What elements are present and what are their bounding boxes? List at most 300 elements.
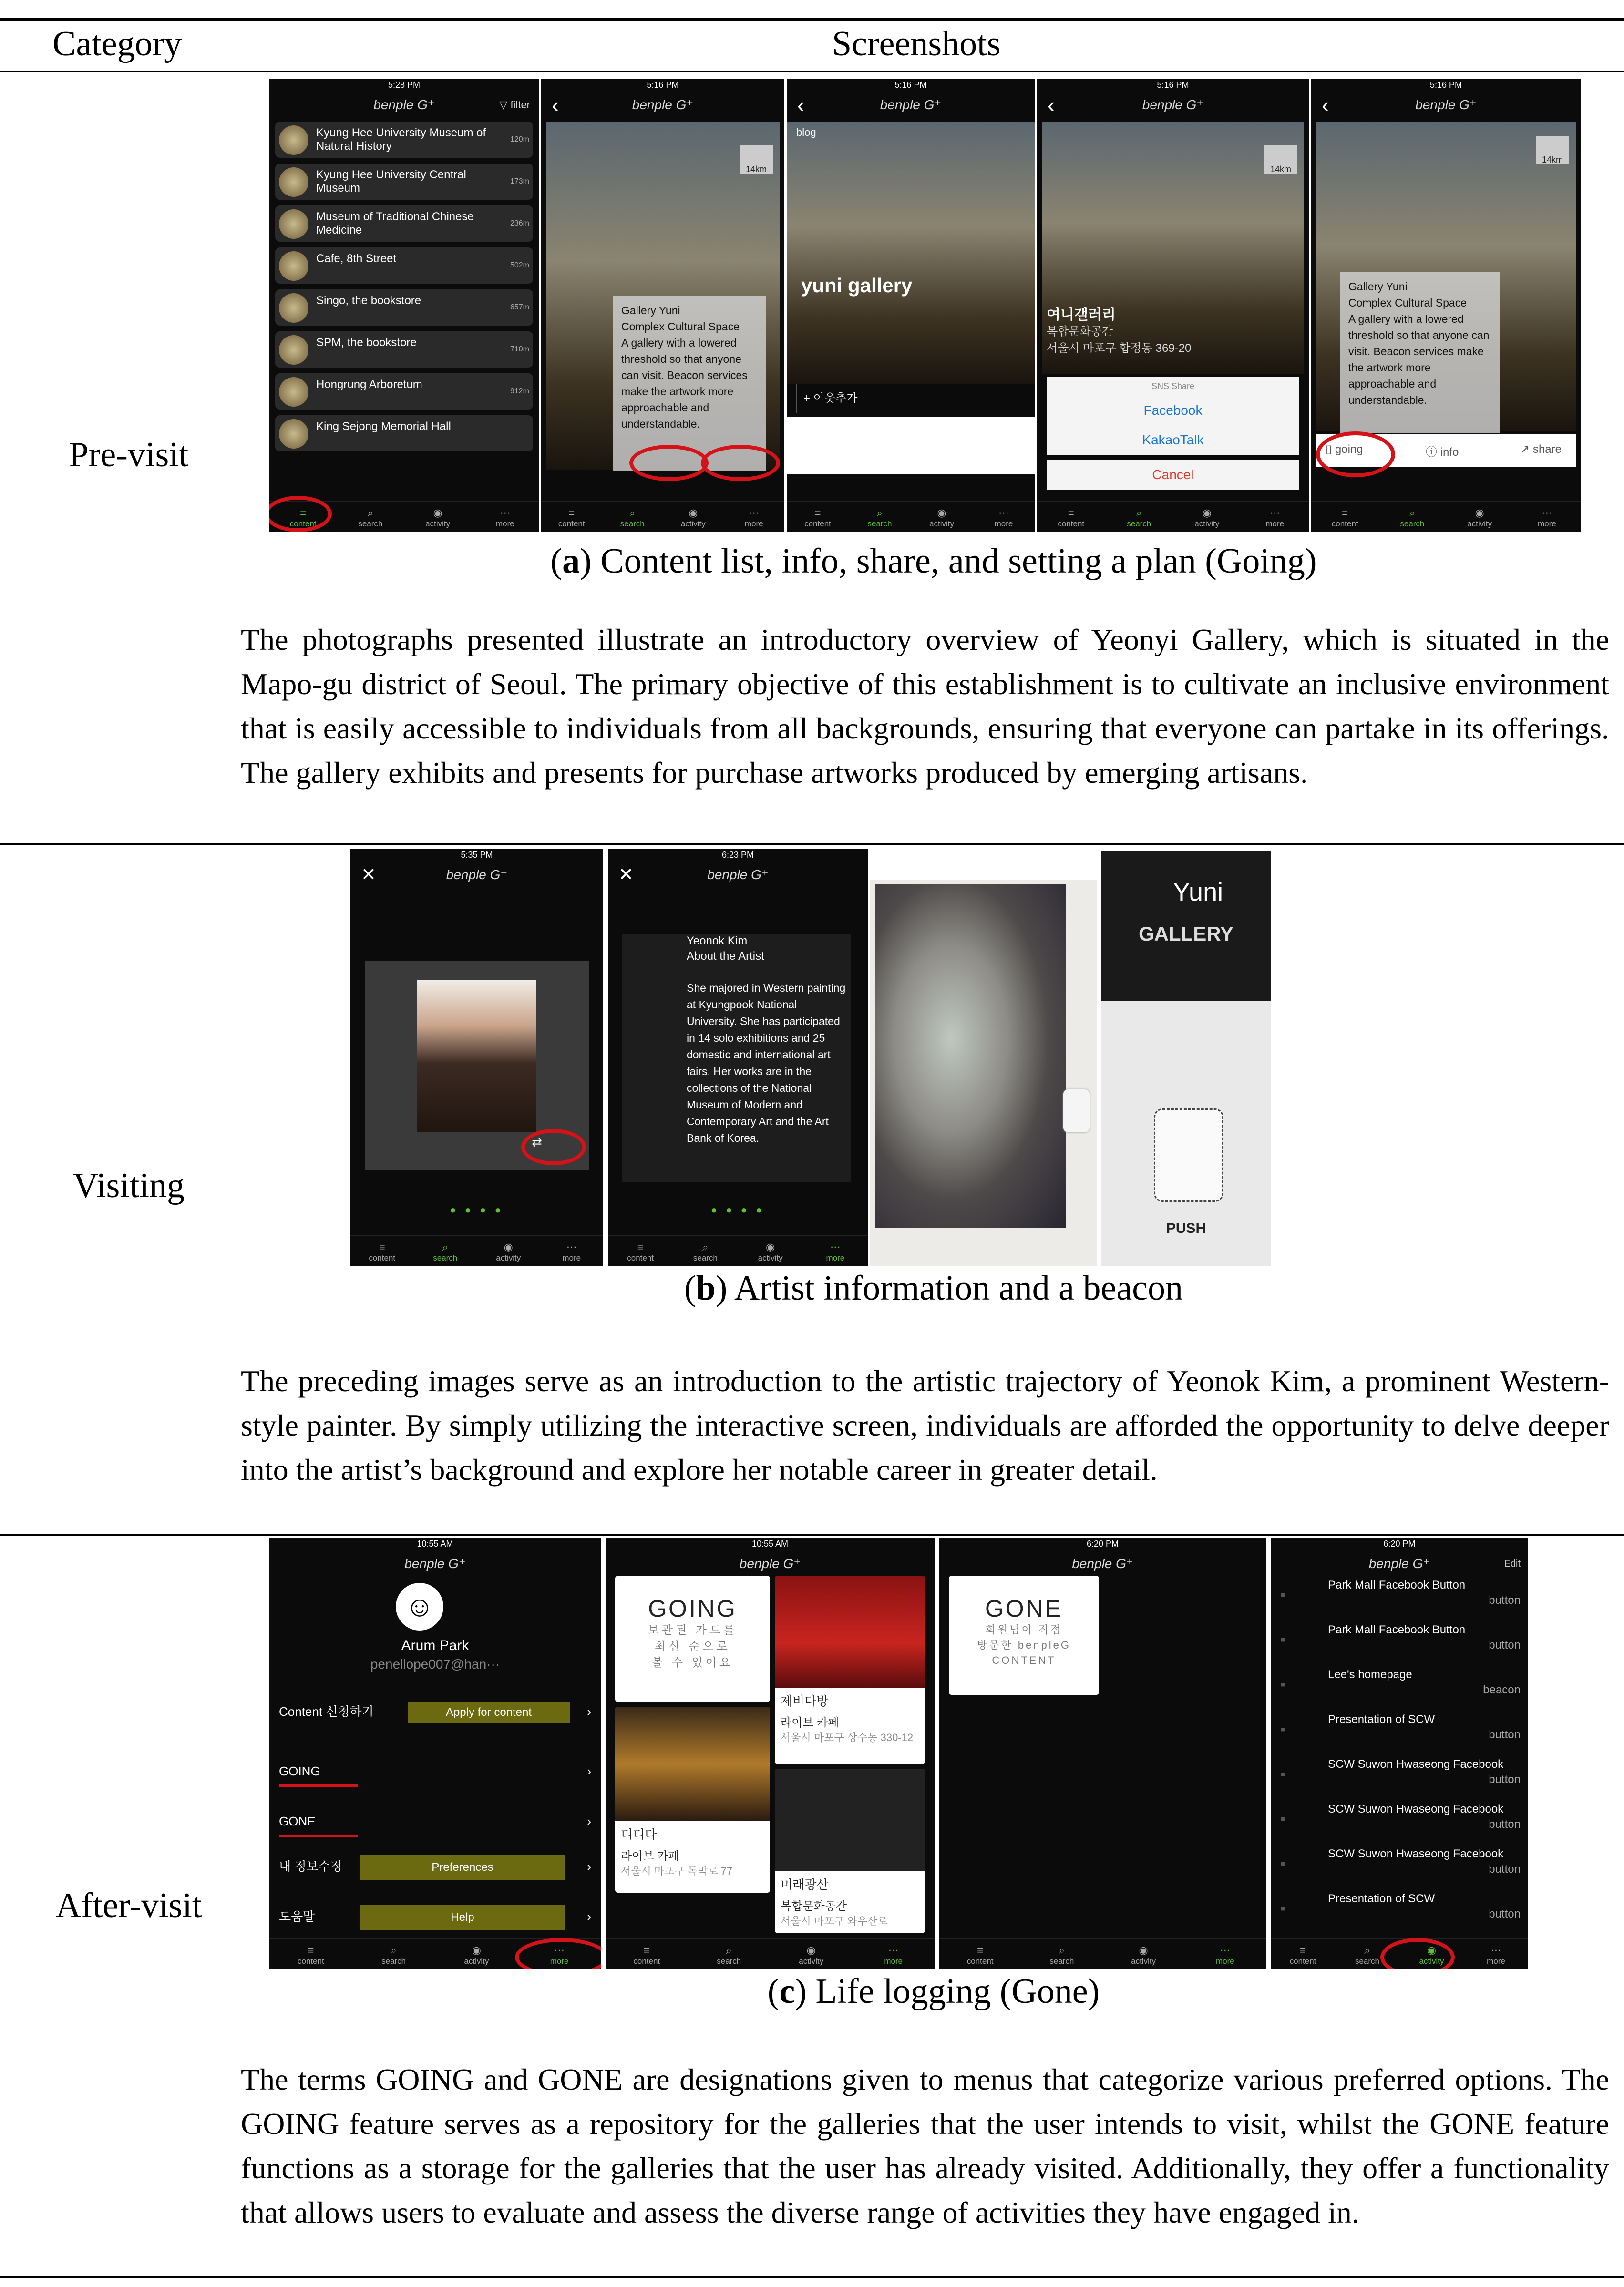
more-icon: ⋯ <box>566 1241 577 1253</box>
log-type: button <box>1489 1594 1521 1607</box>
caption-letter: c <box>779 1972 795 2011</box>
tab-content[interactable] <box>787 507 849 529</box>
column-header-category: Category <box>52 24 182 63</box>
cancel-button[interactable]: Cancel <box>1047 460 1299 490</box>
list-item[interactable] <box>275 164 533 200</box>
caption-b: (b) Artist information and a beacon <box>684 1269 1183 1308</box>
highlight-ring <box>269 496 332 532</box>
place-card[interactable] <box>615 1707 770 1893</box>
highlight-ring <box>1316 431 1395 477</box>
tab-search[interactable] <box>414 1241 477 1263</box>
status-time: 5:16 PM <box>1157 80 1189 90</box>
place-thumbnail <box>279 125 308 155</box>
tab-label: activity <box>758 1253 783 1262</box>
tab-activity[interactable] <box>435 1944 518 1966</box>
log-type: button <box>1489 1773 1521 1786</box>
tab-activity[interactable] <box>770 1944 853 1966</box>
tab-activity[interactable] <box>1446 507 1513 529</box>
tab-bar <box>939 1938 1266 1969</box>
tab-more[interactable] <box>540 1241 604 1263</box>
tab-label: search <box>433 1253 458 1262</box>
sign-gallery: GALLERY <box>1138 923 1234 945</box>
search-icon: ⌕ <box>1136 507 1142 519</box>
place-address: 서울시 마포구 독막로 77 <box>621 1865 733 1877</box>
gallery-name: 여니갤러리 <box>1047 307 1116 323</box>
tab-label: search <box>1355 1957 1380 1966</box>
kakaotalk-share-button[interactable]: KakaoTalk <box>1047 425 1299 455</box>
activity-icon: ◉ <box>1202 507 1212 519</box>
tab-label: search <box>1400 519 1425 528</box>
more-icon: ⋯ <box>749 507 760 519</box>
log-type: beacon <box>1483 1683 1521 1696</box>
search-icon: ⌕ <box>367 507 374 519</box>
distance-badge: 14km <box>1264 145 1297 174</box>
more-icon: ⋯ <box>1269 507 1280 519</box>
tab-label: content <box>1289 1957 1316 1966</box>
tab-label: activity <box>680 519 706 528</box>
tab-search[interactable] <box>1105 507 1173 529</box>
menu-label: GOING <box>279 1764 320 1778</box>
status-time: 6:20 PM <box>1383 1539 1416 1549</box>
follow-button[interactable]: + 이웃추가 <box>796 384 1025 413</box>
log-type: button <box>1489 1908 1521 1920</box>
status-time: 5:28 PM <box>388 80 421 90</box>
tab-label: search <box>620 519 645 528</box>
tab-content[interactable] <box>1037 507 1105 529</box>
tab-search[interactable] <box>1378 507 1446 529</box>
content-icon: ≡ <box>637 1241 644 1253</box>
tab-search[interactable] <box>688 1944 771 1966</box>
tab-label: content <box>1058 519 1085 528</box>
gone-subtitle: 회원님이 직접 방문한 benpleG CONTENT <box>976 1624 1071 1666</box>
app-logo: benple G⁺ <box>1142 97 1204 112</box>
tab-more[interactable] <box>724 507 785 529</box>
artwork-photo <box>870 880 1097 1266</box>
log-item[interactable] <box>1280 1889 1521 1934</box>
facebook-share-button[interactable]: Facebook <box>1047 396 1299 426</box>
app-logo: benple G⁺ <box>1415 97 1477 112</box>
caption-letter: b <box>696 1269 716 1308</box>
tab-bar <box>787 501 1035 532</box>
caption-text: ) Artist information and a beacon <box>715 1269 1183 1308</box>
place-card[interactable] <box>775 1576 925 1764</box>
going-header-card <box>615 1576 770 1702</box>
app-logo: benple G⁺ <box>1072 1556 1133 1571</box>
tab-label: content <box>1331 519 1358 528</box>
place-address: 서울시 마포구 와우산로 <box>781 1915 888 1927</box>
more-icon: ⋯ <box>1542 507 1552 519</box>
tab-content[interactable] <box>350 1241 414 1263</box>
back-icon[interactable]: ‹ <box>1048 92 1055 117</box>
tab-label: activity <box>1194 519 1220 528</box>
search-icon: ⌕ <box>702 1241 709 1253</box>
tab-activity[interactable] <box>477 1241 540 1263</box>
chevron-right-icon: › <box>587 1764 591 1778</box>
tab-label: more <box>1265 519 1285 528</box>
place-distance: 710m <box>510 345 529 353</box>
distance-badge: 14km <box>1536 136 1569 164</box>
blog-photo <box>787 122 1035 384</box>
tab-label: activity <box>1467 519 1492 528</box>
app-logo: benple G⁺ <box>880 97 942 112</box>
log-date-icon: ▪ <box>1280 1856 1285 1872</box>
place-type: 복합문화공간 <box>781 1900 847 1913</box>
log-item[interactable] <box>1280 1800 1521 1845</box>
more-icon: ⋯ <box>830 1241 841 1253</box>
tab-activity[interactable] <box>404 507 472 529</box>
tab-label: more <box>1487 1957 1505 1966</box>
log-title: SCW Suwon Hwaseong Facebook <box>1328 1803 1504 1815</box>
tab-search[interactable] <box>602 507 663 529</box>
place-distance: 120m <box>510 135 529 144</box>
tab-label: content <box>966 1957 994 1966</box>
artist-subtitle: About the Artist <box>687 950 764 963</box>
log-item[interactable] <box>1280 1710 1521 1755</box>
caption-c: (c) Life logging (Gone) <box>767 1972 1100 2011</box>
gallery-type: 복합문화공간 <box>1047 325 1113 338</box>
tab-more[interactable] <box>1513 507 1581 529</box>
tab-label: content <box>558 519 585 528</box>
log-date-icon: ▪ <box>1280 1632 1285 1648</box>
tab-content[interactable] <box>606 1944 688 1966</box>
tab-more[interactable] <box>803 1241 868 1263</box>
caption-text: ) Content list, info, share, and setting a plan (Going) <box>580 542 1317 581</box>
search-icon: ⌕ <box>876 507 883 519</box>
table-bottom-rule <box>0 2276 1624 2278</box>
tab-label: search <box>1049 1957 1074 1966</box>
log-item[interactable] <box>1280 1845 1521 1889</box>
screen-going <box>1311 79 1581 532</box>
tab-content[interactable] <box>1271 1944 1335 1966</box>
list-item[interactable] <box>275 289 533 326</box>
search-icon: ⌕ <box>391 1944 397 1956</box>
help-button[interactable]: Help <box>360 1905 565 1930</box>
tab-activity[interactable] <box>663 507 724 529</box>
preferences-button[interactable]: Preferences <box>360 1855 565 1880</box>
activity-icon: ◉ <box>937 507 946 519</box>
distance-badge: 14km <box>740 145 773 174</box>
place-name: Kyung Hee University Museum of Natural History <box>316 126 486 153</box>
menu-label: 내 정보수정 <box>279 1859 342 1874</box>
menu-gone[interactable] <box>279 1807 591 1836</box>
tab-content[interactable] <box>939 1944 1021 1966</box>
tab-search[interactable] <box>337 507 404 529</box>
gone-header-card <box>949 1576 1099 1695</box>
tab-label: activity <box>496 1253 521 1262</box>
artist-portrait <box>417 980 536 1132</box>
place-thumbnail <box>279 335 308 365</box>
content-icon: ≡ <box>379 1241 385 1253</box>
back-icon[interactable]: ‹ <box>552 92 559 117</box>
tab-bar <box>1037 501 1309 532</box>
list-item[interactable] <box>275 373 533 410</box>
beacon-photo <box>1101 851 1271 1266</box>
page-indicator: ● ● ● ● <box>710 1204 765 1216</box>
menu-going[interactable] <box>279 1757 591 1785</box>
tab-label: activity <box>799 1957 824 1966</box>
tab-more[interactable] <box>1241 507 1309 529</box>
going-underline <box>279 1784 358 1787</box>
log-date-icon: ▪ <box>1280 1811 1285 1827</box>
more-icon: ⋯ <box>1490 1944 1501 1956</box>
app-logo: benple G⁺ <box>446 867 508 882</box>
tab-label: content <box>297 1957 324 1966</box>
tab-content[interactable] <box>608 1241 673 1263</box>
tab-bar <box>606 1938 935 1969</box>
place-name: Cafe, 8th Street <box>316 252 397 265</box>
screen-blog <box>787 79 1035 532</box>
info-button[interactable]: ⓘ info <box>1426 446 1459 459</box>
blog-tag: blog <box>796 126 816 138</box>
flip-card-icon[interactable]: ⇄ <box>532 1135 542 1149</box>
search-icon: ⌕ <box>442 1241 448 1253</box>
more-icon: ⋯ <box>888 1944 899 1956</box>
tab-more[interactable] <box>853 1944 935 1966</box>
tab-search[interactable] <box>352 1944 435 1966</box>
info-overlay: Gallery Yuni Complex Cultural Space A gallery with a lowered threshold so that anyone can visit. Beacon services make the artwork more approachable and understandable. <box>613 296 766 471</box>
activity-icon: ◉ <box>504 1241 513 1253</box>
log-date-icon: ▪ <box>1280 1587 1285 1603</box>
more-icon: ⋯ <box>1220 1944 1231 1956</box>
tab-label: content <box>633 1957 660 1966</box>
app-logo: benple G⁺ <box>707 867 769 882</box>
place-name: SPM, the bookstore <box>316 336 417 349</box>
tab-label: content <box>369 1253 396 1262</box>
share-button[interactable]: ↗ share <box>1520 443 1562 456</box>
log-date-icon: ▪ <box>1280 1766 1285 1782</box>
place-name: Hongrung Arboretum <box>316 378 422 391</box>
place-distance: 657m <box>510 303 529 311</box>
place-thumbnail <box>279 251 308 281</box>
log-date-icon: ▪ <box>1280 1677 1285 1692</box>
tab-label: search <box>693 1253 718 1262</box>
search-icon: ⌕ <box>1409 507 1416 519</box>
list-item[interactable] <box>275 122 533 158</box>
place-name: Museum of Traditional Chinese Medicine <box>316 210 474 236</box>
tab-activity[interactable] <box>1103 1944 1184 1966</box>
tab-search[interactable] <box>673 1241 738 1263</box>
gone-title: GONE <box>985 1595 1063 1622</box>
log-title: Presentation of SCW <box>1328 1892 1435 1905</box>
content-icon: ≡ <box>568 507 575 519</box>
pre-visit-screenshots <box>269 79 1593 532</box>
caption-text: ) Life logging (Gone) <box>795 1972 1100 2011</box>
tab-more[interactable] <box>1464 1944 1528 1966</box>
tab-label: search <box>381 1957 406 1966</box>
list-item[interactable] <box>275 205 533 242</box>
share-sheet-title: SNS Share <box>1047 377 1299 396</box>
tab-content[interactable] <box>1311 507 1378 529</box>
screen-share <box>1037 79 1309 532</box>
activity-icon: ◉ <box>689 507 698 519</box>
list-item[interactable] <box>275 247 533 284</box>
tab-bar <box>541 501 784 532</box>
activity-icon: ◉ <box>1427 1944 1437 1956</box>
screen-gallery-info <box>541 79 784 532</box>
log-type: button <box>1489 1639 1521 1651</box>
caption-a: (a) Content list, info, share, and setting a plan (Going) <box>550 542 1317 581</box>
log-item[interactable] <box>1280 1620 1521 1665</box>
screen-artist-photo <box>350 849 603 1266</box>
highlight-ring <box>629 445 709 481</box>
log-title: Lee's homepage <box>1328 1668 1412 1681</box>
sign-name: Yuni <box>1173 878 1223 906</box>
tab-activity[interactable] <box>911 507 973 529</box>
content-icon: ≡ <box>1342 507 1348 519</box>
chevron-right-icon: › <box>587 1814 591 1828</box>
place-address: 서울시 마포구 상수동 330-12 <box>781 1732 914 1743</box>
log-item[interactable] <box>1280 1576 1521 1620</box>
back-icon[interactable]: ‹ <box>797 92 805 117</box>
user-name: Arum Park <box>401 1638 469 1653</box>
place-name: Singo, the bookstore <box>316 294 421 307</box>
close-icon[interactable]: ✕ <box>361 865 376 885</box>
place-name: 미래광산 <box>781 1877 829 1892</box>
log-title: Park Mall Facebook Button <box>1328 1623 1466 1636</box>
app-logo: benple G⁺ <box>373 97 435 112</box>
content-icon: ≡ <box>300 507 307 519</box>
search-icon: ⌕ <box>1059 1944 1065 1956</box>
user-email: penellope007@han··· <box>370 1657 500 1672</box>
push-label: PUSH <box>1166 1220 1206 1236</box>
content-icon: ≡ <box>643 1944 650 1956</box>
place-type: 라이브 카페 <box>781 1716 839 1729</box>
place-distance: 173m <box>510 177 529 185</box>
content-icon: ≡ <box>308 1944 314 1956</box>
tab-search[interactable] <box>849 507 911 529</box>
blog-text-area <box>787 417 1035 474</box>
info-label: info <box>1440 446 1459 459</box>
place-name: Kyung Hee University Central Museum <box>316 168 466 195</box>
tab-label: more <box>826 1253 845 1262</box>
place-photo <box>775 1769 925 1871</box>
tab-activity[interactable] <box>1173 507 1241 529</box>
tab-content[interactable] <box>541 507 602 529</box>
menu-label: 도움말 <box>279 1909 315 1924</box>
beacon-device <box>1063 1089 1090 1132</box>
category-after-visit: After-visit <box>55 1886 202 1925</box>
avatar: ☺ <box>396 1583 443 1631</box>
screen-content-list <box>269 79 539 532</box>
push-beacon <box>1154 1108 1223 1202</box>
tab-more[interactable] <box>1184 1944 1266 1966</box>
tab-label: more <box>1538 519 1556 528</box>
description-visiting: The preceding images serve as an introduction to the artistic trajectory of Yeonok Kim, a prominent Western-style painter. By simply utilizing the interactive screen, individuals are afforded the opportunity to delve deeper into the artist’s background and explore her notable career in greater detail. <box>241 1364 1609 1487</box>
tab-activity[interactable] <box>738 1241 803 1263</box>
search-icon: ⌕ <box>1364 1944 1370 1956</box>
tab-label: more <box>550 1957 569 1966</box>
back-icon[interactable]: ‹ <box>1322 92 1329 117</box>
tab-more[interactable] <box>973 507 1035 529</box>
tab-label: search <box>358 519 383 528</box>
log-title: Park Mall Facebook Button <box>1328 1579 1466 1591</box>
tab-label: content <box>289 519 317 528</box>
category-pre-visit: Pre-visit <box>69 435 189 474</box>
place-photo <box>615 1707 770 1821</box>
share-label: share <box>1532 443 1562 456</box>
tab-label: more <box>496 519 514 528</box>
status-time: 5:16 PM <box>894 80 927 90</box>
screen-activity-log <box>1271 1538 1528 1969</box>
filter-label: filter <box>510 99 530 111</box>
place-name: King Sejong Memorial Hall <box>316 420 451 433</box>
place-thumbnail <box>279 377 308 407</box>
table-top-rule <box>0 18 1624 21</box>
gone-underline <box>279 1835 358 1837</box>
tab-label: activity <box>929 519 954 528</box>
after-visit-screenshots <box>269 1538 1528 1969</box>
more-icon: ⋯ <box>500 507 511 519</box>
place-thumbnail <box>279 209 308 239</box>
place-thumbnail <box>279 167 308 197</box>
status-time: 10:55 AM <box>417 1539 453 1549</box>
status-time: 10:55 AM <box>751 1539 789 1549</box>
log-title: SCW Suwon Hwaseong Facebook <box>1328 1758 1504 1771</box>
apply-content-button[interactable]: Apply for content <box>408 1702 570 1723</box>
column-header-screenshots: Screenshots <box>832 24 1001 63</box>
tab-content[interactable] <box>269 1944 352 1966</box>
search-icon: ⌕ <box>629 507 636 519</box>
close-icon[interactable]: ✕ <box>618 865 634 885</box>
place-name: 디디다 <box>621 1827 657 1842</box>
place-distance: 912m <box>510 387 529 395</box>
tab-label: more <box>1216 1957 1234 1966</box>
chevron-right-icon: › <box>587 1704 591 1719</box>
status-time: 6:20 PM <box>1086 1539 1119 1549</box>
tab-more[interactable] <box>472 507 539 529</box>
caption-letter: a <box>562 542 580 581</box>
activity-icon: ◉ <box>1475 507 1484 519</box>
more-icon: ⋯ <box>998 507 1009 519</box>
artist-bio: She majored in Western painting at Kyungpook National University. She has participated in 14 solo exhibitions and 25 domestic and international art fairs. Her works are in the collections of the National Museum of Modern and Contemporary Art and the Art Bank of Korea. <box>687 982 846 1144</box>
info-overlay: Gallery Yuni Complex Cultural Space A gallery with a lowered threshold so that anyone can visit. Beacon services make the artwork more approachable and understandable. <box>1340 272 1500 433</box>
painting <box>875 884 1066 1228</box>
edit-button[interactable]: Edit <box>1504 1559 1521 1569</box>
list-item[interactable] <box>275 331 533 368</box>
place-name: 제비다방 <box>781 1694 829 1708</box>
log-item[interactable] <box>1280 1755 1521 1800</box>
category-visiting: Visiting <box>72 1166 185 1205</box>
tab-search[interactable] <box>1021 1944 1102 1966</box>
going-button[interactable]: ▯ going <box>1326 443 1363 456</box>
tab-label: more <box>994 519 1013 528</box>
screen-going-list <box>606 1538 935 1969</box>
filter-button[interactable]: ▽ filter <box>499 99 530 111</box>
place-type: 라이브 카페 <box>621 1850 679 1863</box>
tab-label: search <box>717 1957 741 1966</box>
log-date-icon: ▪ <box>1280 1722 1285 1737</box>
screen-more-menu <box>269 1538 601 1969</box>
tab-label: activity <box>425 519 451 528</box>
gallery-address: 서울시 마포구 합정동 369-20 <box>1047 342 1192 355</box>
status-time: 5:16 PM <box>1429 80 1462 90</box>
place-photo <box>775 1576 925 1688</box>
description-pre-visit: The photographs presented illustrate an introductory overview of Yeonyi Gallery, which is situated in the Mapo-gu district of Seoul. The primary objective of this establishment is to cultivate an inclusive environment that is easily accessible to individuals from all backgrounds, ensuring that everyone can partake in its offerings. The gallery exhibits and presents for purchase artworks produced by emerging artisans. <box>241 623 1609 790</box>
log-item[interactable] <box>1280 1665 1521 1710</box>
highlight-ring <box>521 1129 586 1165</box>
content-icon: ≡ <box>814 507 821 519</box>
blog-title: yuni gallery <box>801 274 913 297</box>
chevron-right-icon: › <box>587 1909 591 1924</box>
activity-icon: ◉ <box>806 1944 816 1956</box>
menu-label: GONE <box>279 1814 316 1828</box>
place-card[interactable] <box>775 1769 925 1933</box>
list-item[interactable] <box>275 415 533 451</box>
place-thumbnail <box>279 419 308 449</box>
tab-label: activity <box>1131 1957 1156 1966</box>
screen-artist-bio <box>608 849 868 1266</box>
log-title: Presentation of SCW <box>1328 1713 1435 1726</box>
